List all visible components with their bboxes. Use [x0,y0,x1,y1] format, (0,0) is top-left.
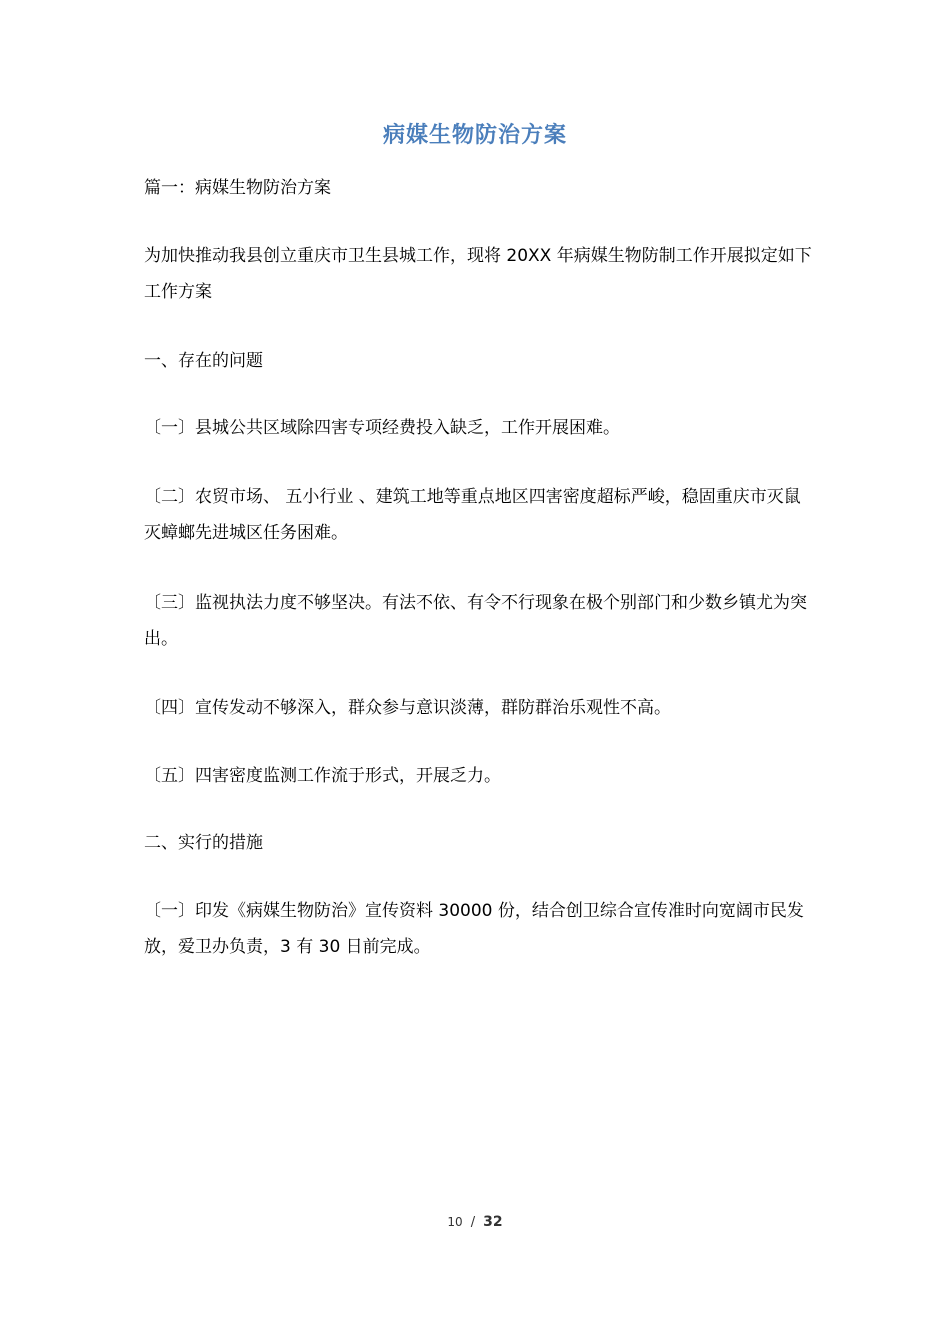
intro-paragraph: 为加快推动我县创立重庆市卫生县城工作，现将 20XX 年病媒生物防制工作开展拟定如下工作方案 [144,246,812,302]
document-subtitle: 篇一：病媒生物防治方案 [144,178,331,198]
problem-item-1: 〔一〕县城公共区域除四害专项经费投入缺乏，工作开展困难。 [144,418,620,438]
section-heading-problems: 一、存在的问题 [144,351,263,371]
problem-item-5: 〔五〕四害密度监测工作流于形式，开展乏力。 [144,766,501,786]
page-separator: / [470,1215,476,1230]
page-number [0,1214,950,1230]
problem-item-4: 〔四〕宣传发动不够深入，群众参与意识淡薄，群防群治乐观性不高。 [144,698,671,718]
problem-item-2: 〔二〕农贸市场、 五小行业 、建筑工地等重点地区四害密度超标严峻，稳固重庆市灭鼠灭蟑螂先进城区任务困难。 [144,487,801,543]
total-page-count: 32 [483,1214,503,1230]
current-page-number: 10 [447,1215,463,1229]
measure-item-1: 〔一〕印发《病媒生物防治》宣传资料 30000 份，结合创卫综合宣传准时向宽阔市民发放，爱卫办负责，3 有 30 日前完成。 [144,901,804,957]
problem-item-3: 〔三〕监视执法力度不够坚决。有法不依、有令不行现象在极个别部门和少数乡镇尤为突出。 [144,593,807,649]
section-heading-measures: 二、实行的措施 [144,833,263,853]
document-title: 病媒生物防治方案 [382,123,567,148]
